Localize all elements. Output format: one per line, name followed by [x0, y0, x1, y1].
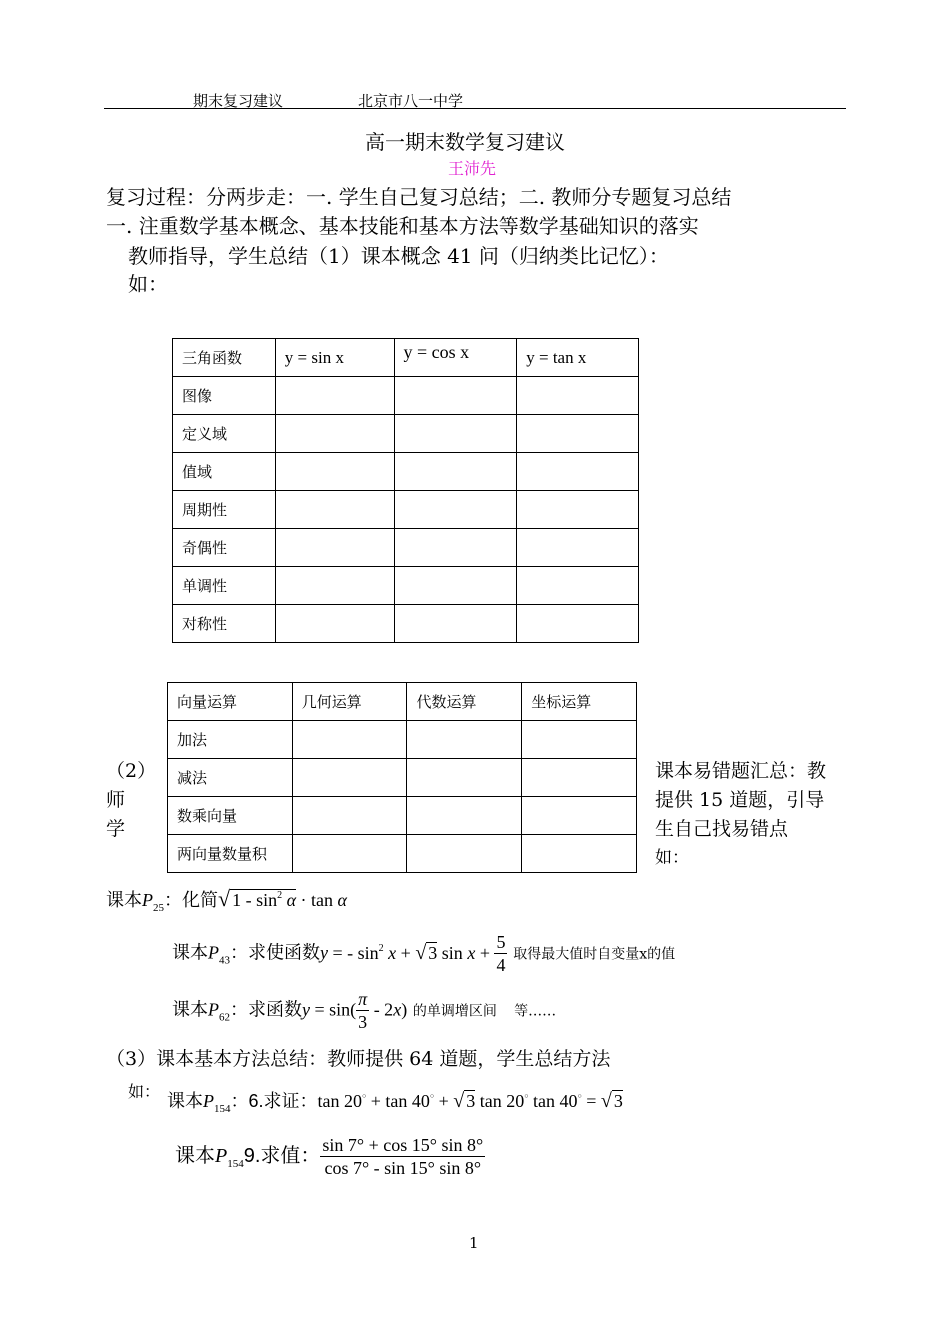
example-5: 课本$P_{154}9$.求值： $\frac{\sin 7^\circ + \cos 15^\circ \sin 8^\circ}{\cos 7^\circ - \sin 15^\circ \sin 8^\circ}$ [175, 1135, 484, 1178]
table-header-cell: 几何运算 [292, 683, 407, 721]
part2-right: 课本易错题汇总：教 提供 15 道题，引导 生自己找易错点 如： [655, 760, 827, 868]
part2-left: （2） 师 学 [106, 760, 157, 840]
table-header-cell: 三角函数 [173, 339, 276, 377]
table-header-cell: 向量运算 [168, 683, 293, 721]
table-row-label: 两向量数量积 [168, 835, 293, 873]
intro-line: 复习过程：分两步走：一. 学生自己复习总结；二. 教师分专题复习总结 [106, 185, 732, 209]
table-row-label: 单调性 [173, 567, 276, 605]
table-header-cell: 代数运算 [407, 683, 522, 721]
header-left: 期末复习建议 [193, 92, 284, 110]
fraction-denominator: cos 7° - sin 15° sin 8° [324, 1158, 482, 1178]
section1-line2: 如： [128, 272, 168, 296]
header-right: 北京市八一中学 [358, 92, 464, 110]
vector-operation-table [167, 682, 637, 873]
fraction-numerator: sin 7° + cos 15° sin 8° [322, 1135, 484, 1155]
example-3: 课本$P_{62}$：求函数y = sin( $\frac{\pi}{3}$ - 2x) 的单调增区间 等…… [172, 989, 557, 1032]
table-row-label: 图像 [173, 377, 276, 415]
table-header-sin: y = sin x [275, 339, 394, 377]
table-row-label: 加法 [168, 721, 293, 759]
trig-function-table [172, 338, 639, 643]
table-header-tan: y = tan x [517, 339, 639, 377]
table-row-label: 对称性 [173, 605, 276, 643]
example-1: 课本$P_{25}$：化简√ $1 - \sin^2 \alpha \cdot \tan \alpha$ [106, 886, 347, 914]
author: 王沛先 [448, 159, 497, 178]
example-4: 课本$P_{154}$：6.求证：tan 20○ + tan 40○ + √ 3 tan 20○ tan 40○ = √ 3 [167, 1090, 623, 1115]
table-row-label: 减法 [168, 759, 293, 797]
section1-line1: 教师指导，学生总结（1）课本概念 41 问（归纳类比记忆）： [128, 244, 669, 268]
table-row-label: 定义域 [173, 415, 276, 453]
example-2: 课本$P_{43}$：求使函数y = - $\sin^2 x$ + √ 3 sin x + $\frac{5}{4}$ 取得最大值时自变量x的值 [172, 932, 676, 975]
table-header-cos: y = cos x [394, 339, 517, 377]
table-header-cell: 坐标运算 [522, 683, 637, 721]
part3-heading: （3）课本基本方法总结：教师提供 64 道题，学生总结方法 [106, 1048, 611, 1070]
table-row-label: 值域 [173, 453, 276, 491]
page-title: 高一期末数学复习建议 [365, 130, 565, 154]
section1-heading: 一. 注重数学基本概念、基本技能和基本方法等数学基础知识的落实 [106, 214, 699, 238]
page-number: 1 [469, 1234, 479, 1252]
header-rule [104, 108, 846, 109]
part3-ru: 如： [128, 1082, 161, 1101]
table-row-label: 奇偶性 [173, 529, 276, 567]
table-row-label: 周期性 [173, 491, 276, 529]
table-row-label: 数乘向量 [168, 797, 293, 835]
